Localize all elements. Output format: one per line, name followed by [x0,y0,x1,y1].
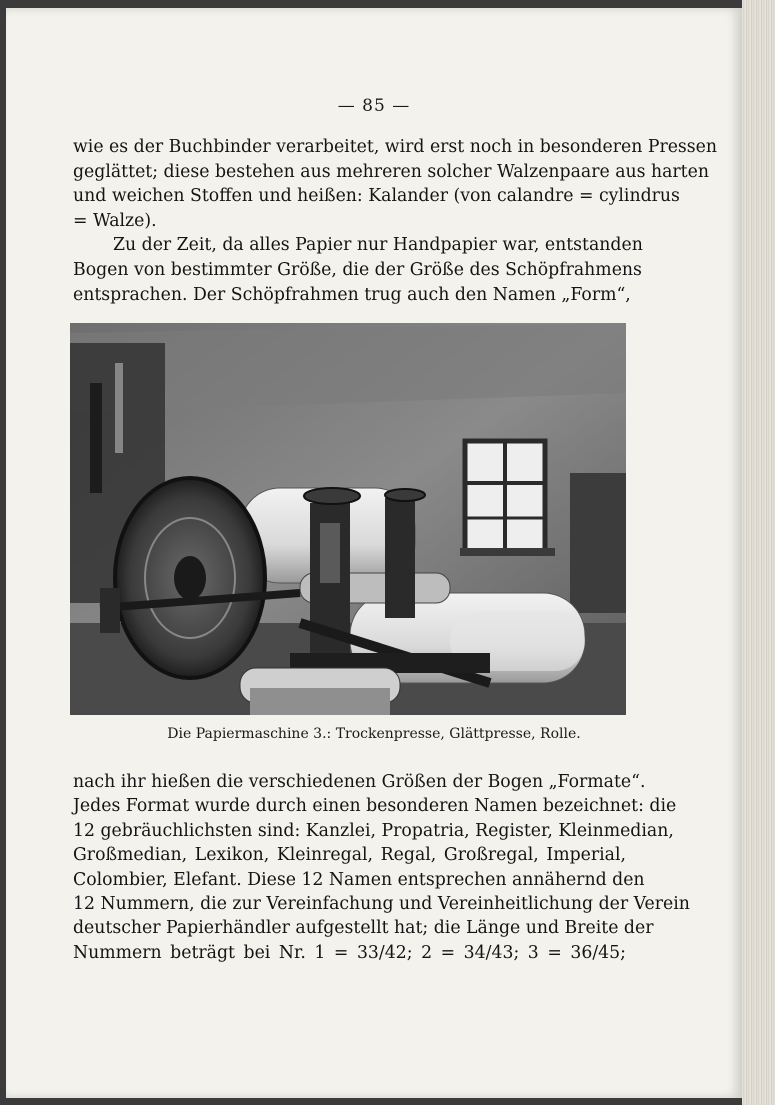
paper-machine-illustration [70,323,626,715]
text-line: wie es der Buchbinder verarbeitet, wird erst noch in besonderen Pressen [73,137,718,157]
text-line: Jedes Format wurde durch einen besonderen Namen bezeichnet: die [73,796,677,817]
text-line: Colombier, Elefant. Diese 12 Namen entsprechen annähernd den [73,869,645,890]
text-line: 12 gebräuchlichsten sind: Kanzlei, Propatria, Register, Kleinmedian, [73,820,674,841]
text-line: = Walze). [73,210,157,231]
text-line: Großmedian, Lexikon, Kleinregal, Regal, Großregal, Imperial, [73,845,626,866]
paragraph-bottom [73,770,690,965]
page-number: — 85 — [337,96,411,116]
page-edge [742,0,775,1105]
paragraph-top [73,135,718,307]
text-line: entsprachen. Der Schöpfrahmen trug auch den Namen „Form“, [73,284,631,305]
book-page [6,8,742,1098]
window [460,441,555,556]
text-line: Zu der Zeit, da alles Papier nur Handpapier war, entstanden [113,235,643,256]
text-line: Bogen von bestimmter Größe, die der Größe des Schöpfrahmens [73,259,642,280]
text-line: Nummern beträgt bei Nr. 1 = 33/42; 2 = 34/43; 3 = 36/45; [73,942,626,963]
text-line: und weichen Stoffen und heißen: Kalander (von calandre = cylindrus [73,186,680,207]
text-line: geglättet; diese bestehen aus mehreren solcher Walzenpaare aus harten [73,161,709,182]
text-line: nach ihr hießen die verschiedenen Größen der Bogen „Formate“. [73,772,646,792]
text-line: 12 Nummern, die zur Vereinfachung und Vereinheitlichung der Verein [73,894,690,915]
text-line: deutscher Papierhändler aufgestellt hat; die Länge und Breite der [73,918,654,939]
figure-caption: Die Papiermaschine 3.: Trockenpresse, Glättpresse, Rolle. [167,726,581,742]
